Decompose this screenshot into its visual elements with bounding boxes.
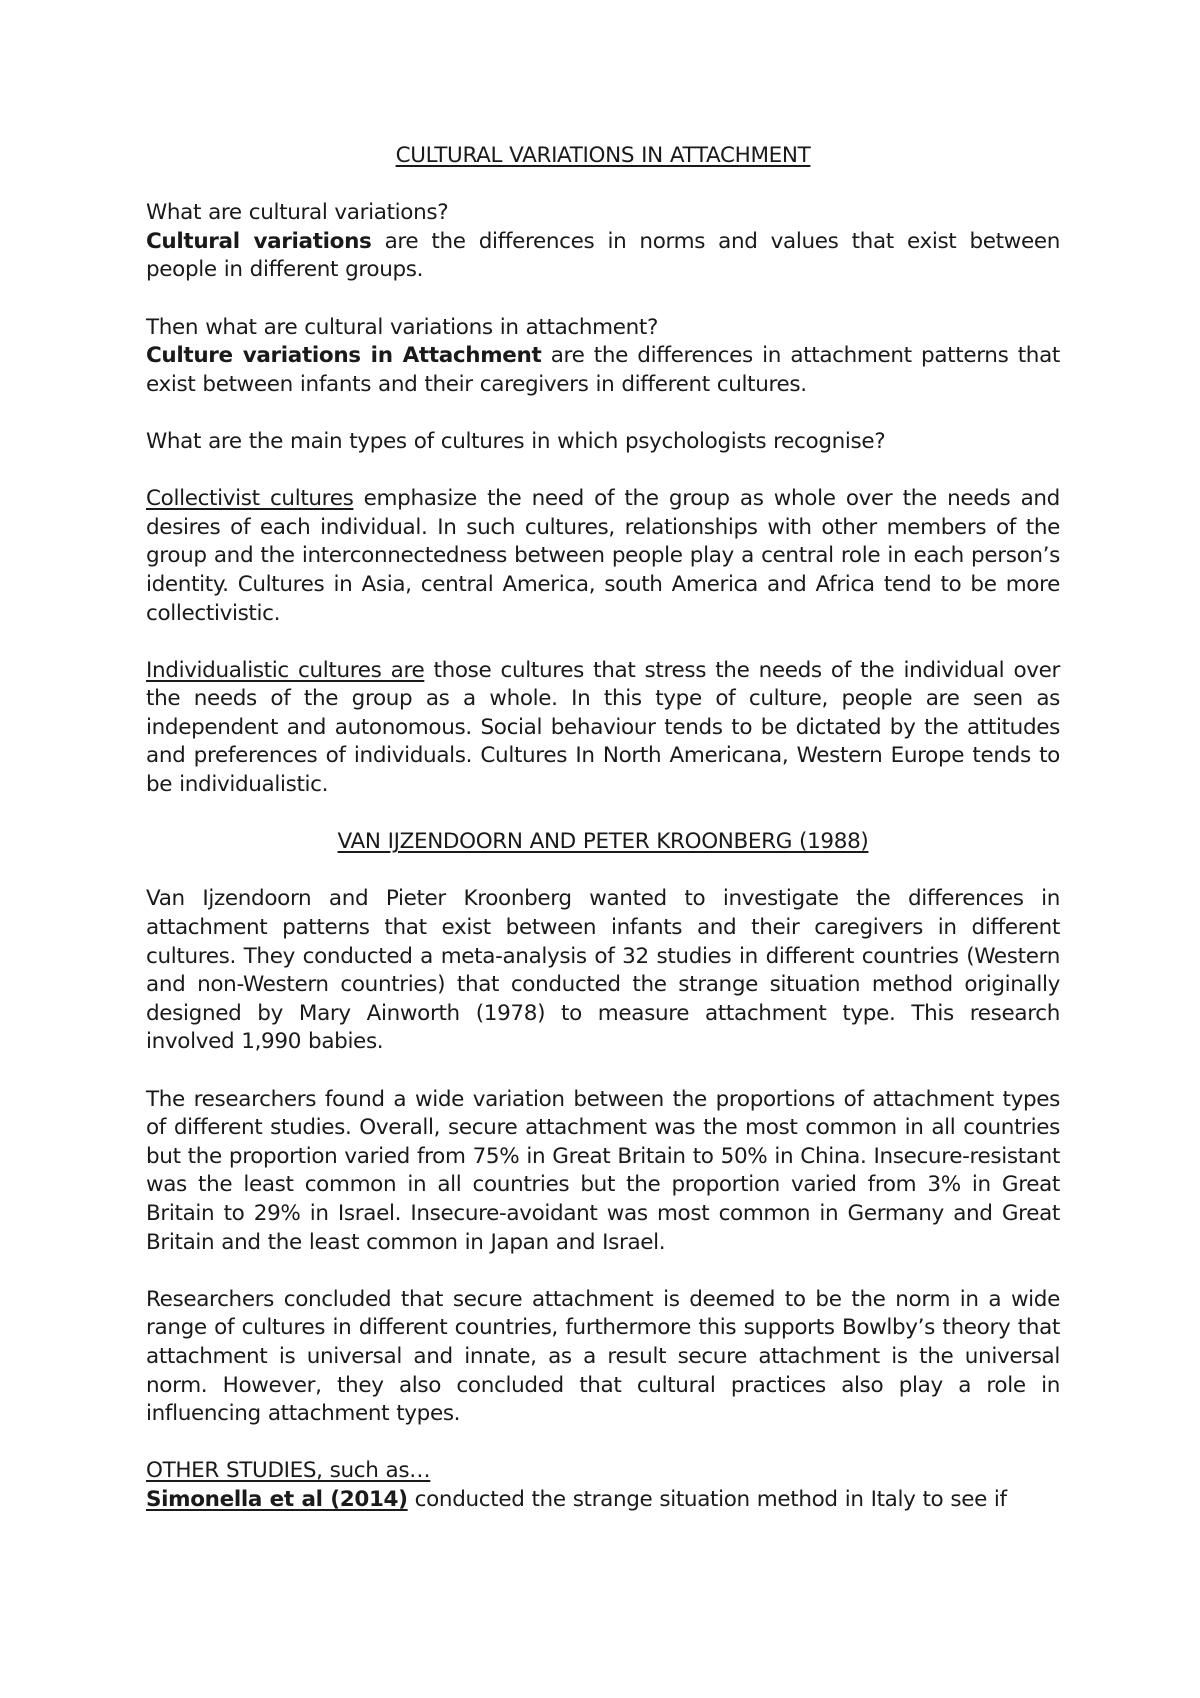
collectivist-term: Collectivist cultures: [146, 486, 354, 512]
collectivist-paragraph: [146, 485, 1060, 628]
document-title: [146, 142, 1060, 171]
other-studies-text: OTHER STUDIES, such as…: [146, 1458, 431, 1484]
findings-paragraph: The researchers found a wide variation between the proportions of attachment types of different studies. Overall, secure attachment was the most common in all countries but the proportion varied from 75% in Great Britain to 50% in China. Insecure-resistant was the least common in all countries but the proportion varied from 3% in Great Britain to 29% in Israel. Insecure-avoidant was most common in Germany and Great Britain and the least common in Japan and Israel.: [146, 1086, 1060, 1255]
simonella-text: conducted the strange situation method in Italy to see if: [407, 1486, 1007, 1512]
definition-cultural-variations: [146, 228, 1060, 285]
simonella-term: Simonella et al (2014): [146, 1486, 408, 1512]
question-cultural-variations-attachment: Then what are cultural variations in attachment?: [146, 314, 659, 340]
title-text: CULTURAL VARIATIONS IN ATTACHMENT: [395, 143, 811, 168]
definition-text: are the differences in attachment patterns that exist between infants and their caregivers in different cultures.: [146, 343, 1060, 397]
definition-term: Culture variations in Attachment: [146, 343, 542, 369]
individualistic-text: those cultures that stress the needs of the individual over the needs of the group as a whole. In this type of culture, people are seen as independent and autonomous. Social behaviour tends to be dictated by the attitudes and preferences of individuals. Cultures In North Americana, Western Europe tends to be individualistic.: [146, 657, 1060, 798]
individualistic-term: Individualistic cultures are: [146, 657, 425, 683]
definition-cultural-variations-attachment: [146, 342, 1060, 399]
section-heading: [146, 828, 1060, 857]
study-paragraph: Van Ijzendoorn and Pieter Kroonberg wanted to investigate the differences in attachment patterns that exist between infants and their caregivers in different cultures. They conducted a meta-analysis of 32 studies in different countries (Western and non-Western countries) that conducted the strange situation method originally designed by Mary Ainworth (1978) to measure attachment type. This research involved 1,990 babies.: [146, 886, 1060, 1055]
simonella-paragraph: [146, 1486, 1060, 1515]
collectivist-text: emphasize the need of the group as whole over the needs and desires of each individual. In such cultures, relationships with other members of the group and the interconnectedness between people play a central role in each person’s identity. Cultures in Asia, central America, south America and Africa tend to be more collectivistic.: [146, 486, 1060, 626]
definition-text: are the differences in norms and values that exist between people in different groups.: [146, 228, 1060, 283]
individualistic-paragraph: [146, 657, 1060, 800]
definition-term: Cultural variations: [146, 228, 372, 254]
other-studies-heading: [146, 1457, 1060, 1486]
document-page: [146, 142, 1060, 1515]
question-cultural-variations: What are cultural variations?: [146, 200, 449, 226]
conclusion-paragraph: Researchers concluded that secure attachment is deemed to be the norm in a wide range of cultures in different countries, furthermore this supports Bowlby’s theory that attachment is universal and innate, as a result secure attachment is the universal norm. However, they also concluded that cultural practices also play a role in influencing attachment types.: [146, 1286, 1060, 1427]
section-heading-text: VAN IJZENDOORN AND PETER KROONBERG (1988): [337, 829, 869, 855]
question-culture-types: What are the main types of cultures in which psychologists recognise?: [146, 428, 886, 454]
